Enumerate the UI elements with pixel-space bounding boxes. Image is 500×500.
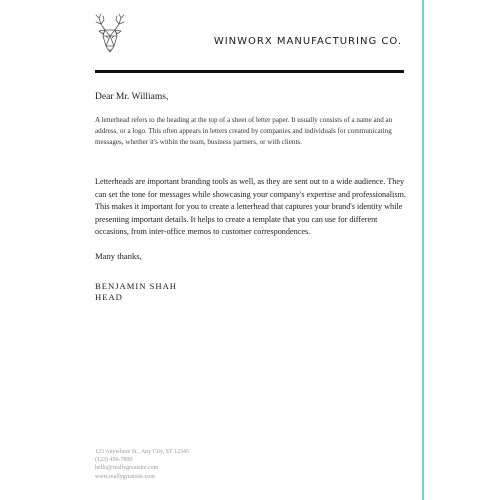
footer-email: hello@reallygreatsite.com bbox=[95, 465, 159, 472]
letter-sheet bbox=[68, 0, 424, 500]
footer-website: www.reallygreatsite.com bbox=[95, 473, 155, 480]
letter-closing: Many thanks, bbox=[95, 251, 142, 261]
footer-address: 123 Anywhere St., Any City, ST 12345 bbox=[95, 449, 190, 455]
signer-title: HEAD bbox=[95, 292, 123, 302]
letter-paragraph-2: Letterheads are important branding tools as well, as they are sent out to a wide audience. They can set the tone for messages while showcasing your company's expertise and professionalism. This makes it important for you to create a letterhead that captures your brand's identity while presenting important details. It helps to create a template that you can use for different occasions, from inter-office memos to customer correspondences. bbox=[95, 177, 406, 237]
letter-greeting: Dear Mr. Williams, bbox=[95, 92, 169, 102]
footer-phone: (123) 456-7890 bbox=[95, 457, 133, 464]
header-divider bbox=[95, 70, 404, 73]
signer-name: BENJAMIN SHAH bbox=[95, 281, 177, 291]
letter-paragraph-1: A letterhead refers to the heading at the top of a sheet of letter paper. It usually consists of a name and an address, or a logo. This often appears in letters created by companies and individuals for communicating messages, whether it's within the team, business partners, or with clients. bbox=[95, 116, 393, 147]
deer-head-icon bbox=[90, 12, 130, 56]
footer-contact bbox=[95, 448, 189, 481]
signature-block bbox=[95, 281, 177, 303]
company-name: WINWORX MANUFACTURING CO. bbox=[213, 36, 402, 47]
